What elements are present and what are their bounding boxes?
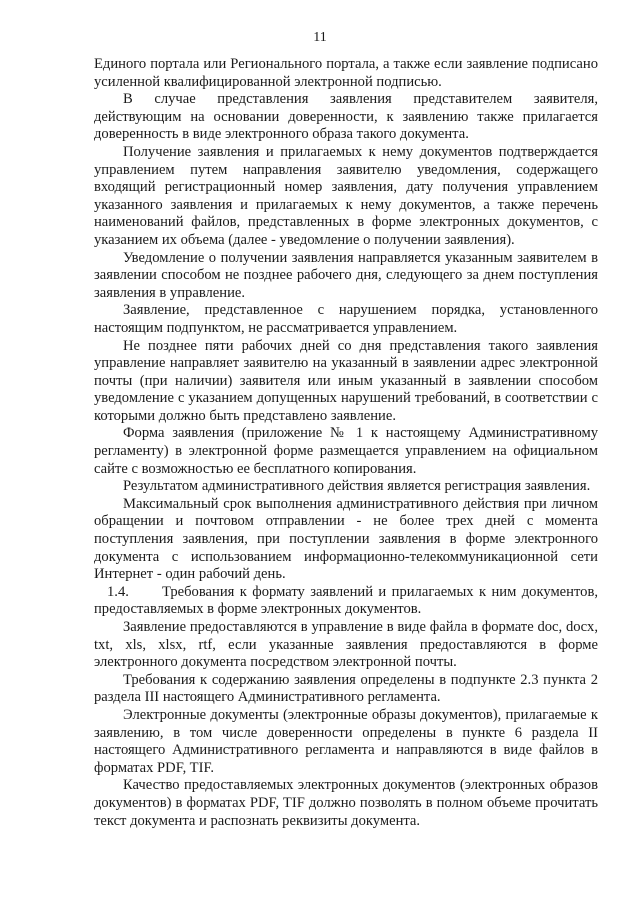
paragraph-receipt-confirmation: Получение заявления и прилагаемых к нему документов подтверждается управлением путем направления заявителю уведомления, содержащего входящий регистрационный номер заявления, дату получения управлением указанного заявления и прилагаемых к нему документов, а также перечень наименований файлов, представленных в форме электронных документов, с указанием их объема (далее - уведомление о получении заявления).: [94, 143, 598, 248]
paragraph-quality: Качество предоставляемых электронных документов (электронных образов документов) в форматах PDF, TIF должно позволять в полном объеме прочитать текст документа и распознать реквизиты документа.: [94, 777, 598, 829]
paragraph-form-reference: Форма заявления (приложение № 1 к настоящему Административному регламенту) в электронной форме размещается управлением на официальном сайте с возможностью ее бесплатного копирования.: [94, 425, 598, 477]
section-heading-text: Требования к формату заявлений и прилагаемых к ним документов, предоставляемых в форме электронных документов.: [94, 583, 598, 618]
paragraph-content-requirements: Требования к содержанию заявления определены в подпункте 2.3 пункта 2 раздела III настоящего Административного регламента.: [94, 671, 598, 706]
paragraph-representative: В случае представления заявления представителем заявителя, действующим на основании доверенности, к заявлению также прилагается доверенность в виде электронного образа такого документа.: [94, 91, 598, 143]
paragraph-continuation: Единого портала или Регионального портала, а также если заявление подписано усиленной квалифицированной электронной подписью.: [94, 56, 598, 90]
paragraph-notification: Уведомление о получении заявления направляется указанным заявителем в заявлении способом не позднее рабочего дня, следующего за днем поступления заявления в управление.: [94, 249, 598, 301]
section-number: 1.4.: [107, 583, 129, 600]
document-body: [94, 56, 598, 830]
paragraph-deadline-notice: Не позднее пяти рабочих дней со дня представления такого заявления управление направляет заявителю на указанный в заявлении адрес электронной почты (при наличии) заявителя или иным указанный в заявлении способом уведомление с указанием допущенных нарушений требований, в соответствии с которыми должно быть представлено заявление.: [94, 337, 598, 424]
section-1-4: [94, 584, 598, 619]
paragraph-result: Результатом административного действия является регистрация заявления.: [123, 478, 591, 495]
page-number: 11: [313, 30, 327, 45]
paragraph-file-formats: Заявление предоставляются в управление в виде файла в формате doc, docx, txt, xls, xlsx, rtf, если указанные заявления предоставляются в форме электронного документа посредством электронной почты.: [94, 619, 598, 671]
paragraph-electronic-documents: Электронные документы (электронные образы документов), прилагаемые к заявлению, в том числе доверенности определены в пункте 6 раздела II настоящего Административного регламента и направляются в виде файлов в форматах PDF, TIF.: [94, 706, 598, 776]
paragraph-violation: Заявление, представленное с нарушением порядка, установленного настоящим подпунктом, не рассматривается управлением.: [94, 302, 598, 336]
paragraph-max-term: Максимальный срок выполнения административного действия при личном обращении и почтовом отправлении - не более трех дней с момента поступления заявления, при поступлении заявления в форме электронного документа с использованием информационно-телекоммуникационной сети Интернет - один рабочий день.: [94, 495, 598, 583]
